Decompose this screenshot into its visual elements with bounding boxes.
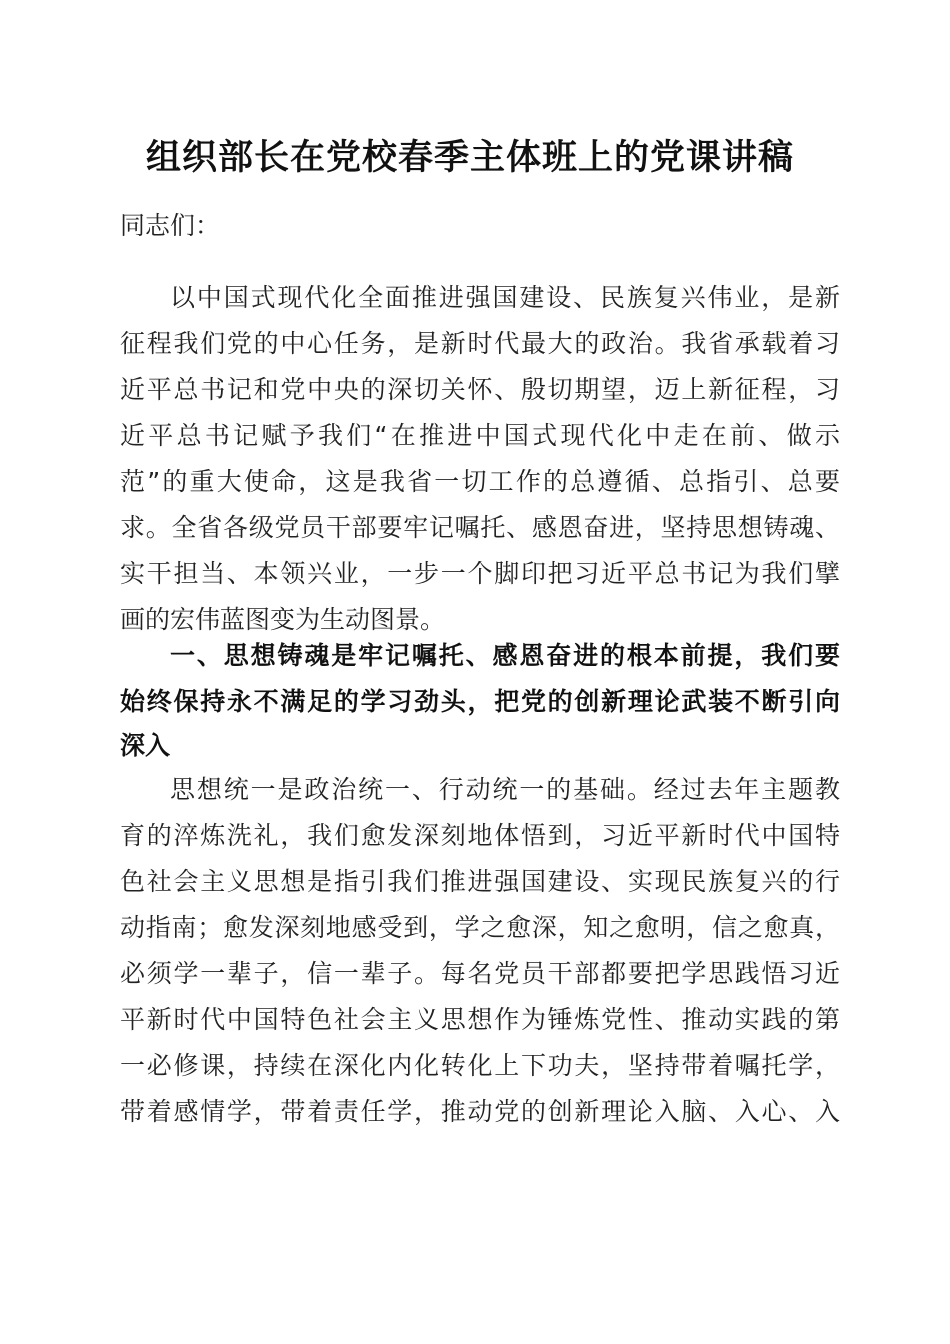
document-title: 组织部长在党校春季主体班上的党课讲稿 [145, 137, 794, 178]
intro-paragraph-line: 画的宏伟蓝图变为生动图景。 [120, 605, 446, 634]
section-paragraph-line: 育的淬炼洗礼，我们愈发深刻地体悟到，习近平新时代中国特 [120, 821, 840, 850]
intro-paragraph-line: 实干担当、本领兴业，一步一个脚印把习近平总书记为我们擘 [120, 559, 840, 588]
section-paragraph-line: 色社会主义思想是指引我们推进强国建设、实现民族复兴的行 [120, 867, 840, 896]
intro-paragraph-line: 以中国式现代化全面推进强国建设、民族复兴伟业，是新 [170, 283, 840, 312]
section-paragraph-line: 思想统一是政治统一、行动统一的基础。经过去年主题教 [170, 775, 840, 804]
section-heading-line: 深入 [120, 731, 171, 760]
intro-paragraph-line: 征程我们党的中心任务，是新时代最大的政治。我省承载着习 [120, 329, 840, 358]
intro-paragraph-line: 范”的重大使命，这是我省一切工作的总遵循、总指引、总要 [120, 467, 840, 496]
section-paragraph-line: 一必修课，持续在深化内化转化上下功夫，坚持带着嘱托学， [120, 1051, 840, 1080]
greeting: 同志们： [120, 211, 221, 240]
intro-paragraph-line: 求。全省各级党员干部要牢记嘱托、感恩奋进，坚持思想铸魂、 [120, 513, 840, 542]
section-paragraph-line: 动指南；愈发深刻地感受到，学之愈深，知之愈明，信之愈真， [120, 913, 840, 942]
intro-paragraph-line: 近平总书记和党中央的深切关怀、殷切期望，迈上新征程，习 [120, 375, 840, 404]
section-heading-line: 一、思想铸魂是牢记嘱托、感恩奋进的根本前提，我们要 [170, 641, 840, 670]
section-paragraph-line: 必须学一辈子，信一辈子。每名党员干部都要把学思践悟习近 [120, 959, 840, 988]
section-heading-line: 始终保持永不满足的学习劲头，把党的创新理论武装不断引向 [120, 687, 840, 716]
section-paragraph-line: 带着感情学，带着责任学，推动党的创新理论入脑、入心、入 [120, 1097, 840, 1126]
intro-paragraph-line: 近平总书记赋予我们“在推进中国式现代化中走在前、做示 [120, 421, 840, 450]
section-paragraph-line: 平新时代中国特色社会主义思想作为锤炼党性、推动实践的第 [120, 1005, 840, 1034]
